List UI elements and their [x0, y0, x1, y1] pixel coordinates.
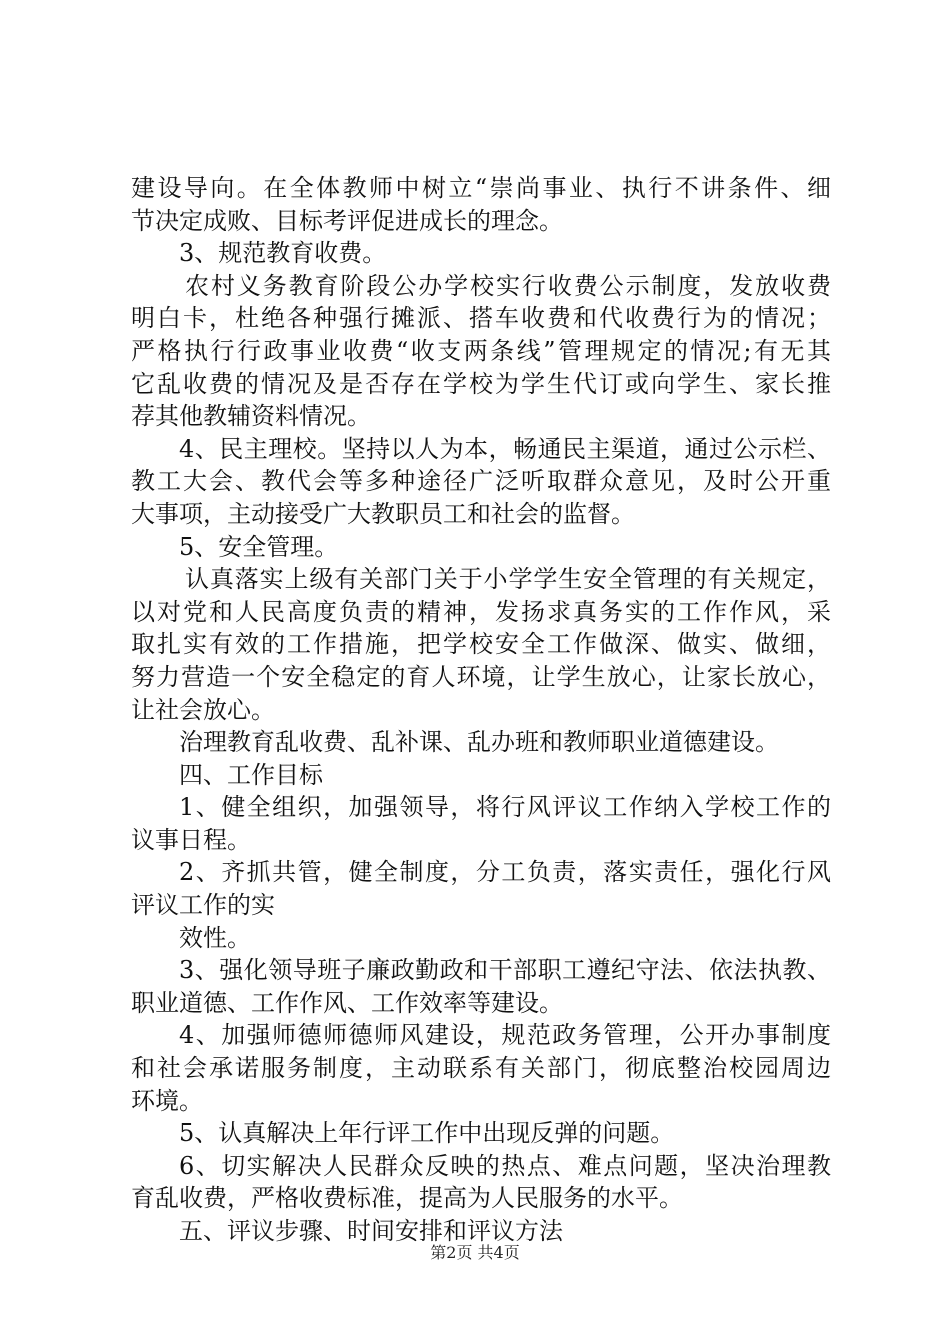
text-line: 它乱收费的情况及是否存在学校为学生代订或向学生、家长推 [131, 369, 831, 398]
text-line: 和社会承诺服务制度，主动联系有关部门，彻底整治校园周边 [131, 1054, 831, 1083]
text-line: 认真落实上级有关部门关于小学学生安全管理的有关规定， [185, 565, 831, 594]
text-line: 评议工作的实 [131, 891, 275, 920]
text-line: 农村义务教育阶段公办学校实行收费公示制度，发放收费 [185, 271, 831, 300]
document-body [131, 172, 831, 1248]
text-line: 严格执行行政事业收费“收支两条线”管理规定的情况;有无其 [131, 336, 831, 365]
text-line: 1、健全组织，加强领导，将行风评议工作纳入学校工作的 [179, 793, 831, 822]
text-line: 明白卡，杜绝各种强行摊派、搭车收费和代收费行为的情况； [131, 304, 831, 333]
text-line: 取扎实有效的工作措施，把学校安全工作做深、做实、做细， [131, 630, 831, 659]
text-line: 6、切实解决人民群众反映的热点、难点问题，坚决治理教 [179, 1151, 831, 1180]
text-line: 以对党和人民高度负责的精神，发扬求真务实的工作作风，采 [131, 597, 831, 626]
text-line: 3、强化领导班子廉政勤政和干部职工遵纪守法、依法执教、 [179, 956, 831, 985]
text-line: 5、安全管理。 [179, 532, 339, 561]
text-line: 议事日程。 [131, 825, 251, 854]
text-line: 4、加强师德师德师风建设，规范政务管理，公开办事制度 [179, 1021, 831, 1050]
text-line: 4、民主理校。坚持以人为本，畅通民主渠道，通过公示栏、 [179, 434, 831, 463]
text-line: 大事项，主动接受广大教职员工和社会的监督。 [131, 499, 635, 528]
page-footer: 第2页 共4页 [430, 1243, 520, 1262]
text-line: 职业道德、工作作风、工作效率等建设。 [131, 988, 563, 1017]
text-line: 效性。 [179, 923, 251, 952]
text-line: 建设导向。在全体教师中树立“崇尚事业、执行不讲条件、细 [131, 174, 831, 202]
text-line: 育乱收费，严格收费标准，提高为人民服务的水平。 [131, 1184, 683, 1213]
text-line: 四、工作目标 [179, 760, 323, 789]
text-line: 节决定成败、目标考评促进成长的理念。 [131, 206, 563, 235]
text-line: 让社会放心。 [131, 695, 275, 724]
text-line: 5、认真解决上年行评工作中出现反弹的问题。 [179, 1119, 675, 1148]
text-line: 荐其他教辅资料情况。 [131, 402, 371, 431]
text-line: 教工大会、教代会等多种途径广泛听取群众意见，及时公开重 [131, 467, 831, 496]
text-line: 2、齐抓共管，健全制度，分工负责，落实责任，强化行风 [179, 858, 831, 887]
text-line: 治理教育乱收费、乱补课、乱办班和教师职业道德建设。 [179, 728, 779, 757]
text-line: 努力营造一个安全稳定的育人环境，让学生放心，让家长放心， [131, 662, 831, 691]
text-line: 3、规范教育收费。 [179, 239, 387, 268]
text-line: 环境。 [131, 1086, 203, 1115]
text-line: 五、评议步骤、时间安排和评议方法 [179, 1217, 563, 1245]
